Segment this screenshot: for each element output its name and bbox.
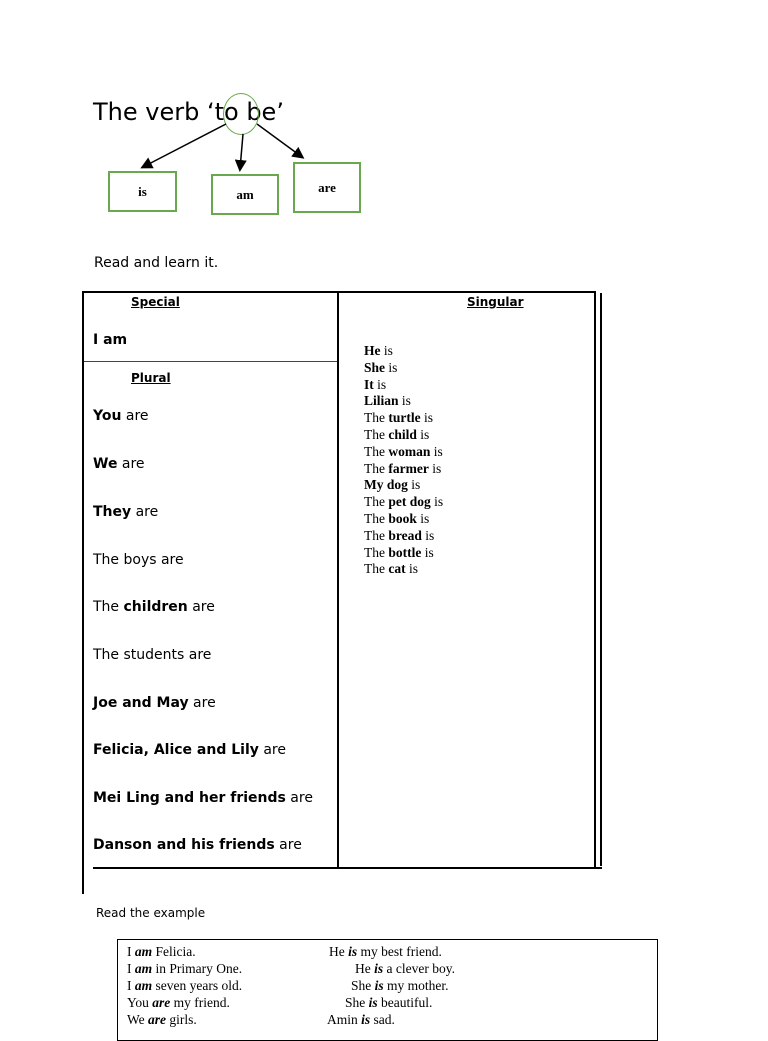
singular-row: She is [364, 359, 398, 375]
table-right-border [594, 291, 596, 868]
plural-header: Plural [131, 371, 171, 385]
plural-row: Danson and his friends are [93, 837, 302, 853]
page-title: The verb ‘to be’ [93, 98, 284, 126]
plural-row: The children are [93, 599, 215, 615]
arrow-to-am [240, 134, 243, 169]
singular-row: The woman is [364, 443, 443, 459]
singular-row: It is [364, 376, 387, 392]
plural-row: The boys are [93, 552, 184, 568]
plural-row: Joe and May are [93, 695, 216, 711]
plural-row: You are [93, 408, 149, 424]
plural-row: Felicia, Alice and Lily are [93, 742, 286, 758]
verb-box-am: am [211, 174, 279, 215]
verb-box-is: is [108, 171, 177, 212]
example-left-row: I am Felicia. [127, 944, 196, 959]
plural-row: The students are [93, 647, 212, 663]
example-heading: Read the example [96, 906, 206, 920]
example-left-row: You are my friend. [127, 995, 230, 1010]
singular-row: The child is [364, 426, 430, 442]
arrow-to-are [257, 124, 302, 157]
singular-row: The bread is [364, 527, 435, 543]
singular-row: Lilian is [364, 393, 411, 409]
table-top-border [82, 291, 596, 293]
table-bottom-border [93, 867, 602, 869]
example-right-row: She is my mother. [351, 978, 449, 993]
singular-row: He is [364, 343, 393, 358]
singular-row: My dog is [364, 477, 421, 493]
special-header: Special [131, 295, 180, 309]
plural-row: We are [93, 456, 145, 472]
plural-row: Mei Ling and her friends are [93, 790, 313, 806]
singular-row: The bottle is [364, 544, 434, 560]
arrow-to-is [143, 124, 226, 167]
example-left-row: We are girls. [127, 1012, 197, 1027]
instruction: Read and learn it. [94, 255, 219, 271]
special-row: I am [93, 332, 128, 348]
singular-row: The turtle is [364, 410, 433, 426]
singular-header: Singular [467, 295, 524, 309]
example-right-row: Amin is sad. [327, 1012, 395, 1027]
singular-row: The farmer is [364, 460, 442, 476]
singular-row: The book is [364, 510, 430, 526]
table-right-border-outer [600, 293, 602, 866]
example-right-row: She is beautiful. [345, 995, 433, 1010]
table-left-border [82, 291, 84, 894]
special-divider [84, 361, 337, 362]
singular-row: The pet dog is [364, 494, 444, 510]
example-right-row: He is a clever boy. [355, 961, 455, 976]
singular-list [364, 343, 443, 578]
singular-row: The cat is [364, 561, 419, 577]
example-left-row: I am in Primary One. [127, 961, 243, 976]
table-middle-border [337, 293, 339, 868]
verb-box-are: are [293, 162, 361, 213]
example-left-row: I am seven years old. [127, 978, 243, 993]
example-right-row: He is my best friend. [329, 944, 442, 959]
plural-row: They are [93, 504, 159, 520]
